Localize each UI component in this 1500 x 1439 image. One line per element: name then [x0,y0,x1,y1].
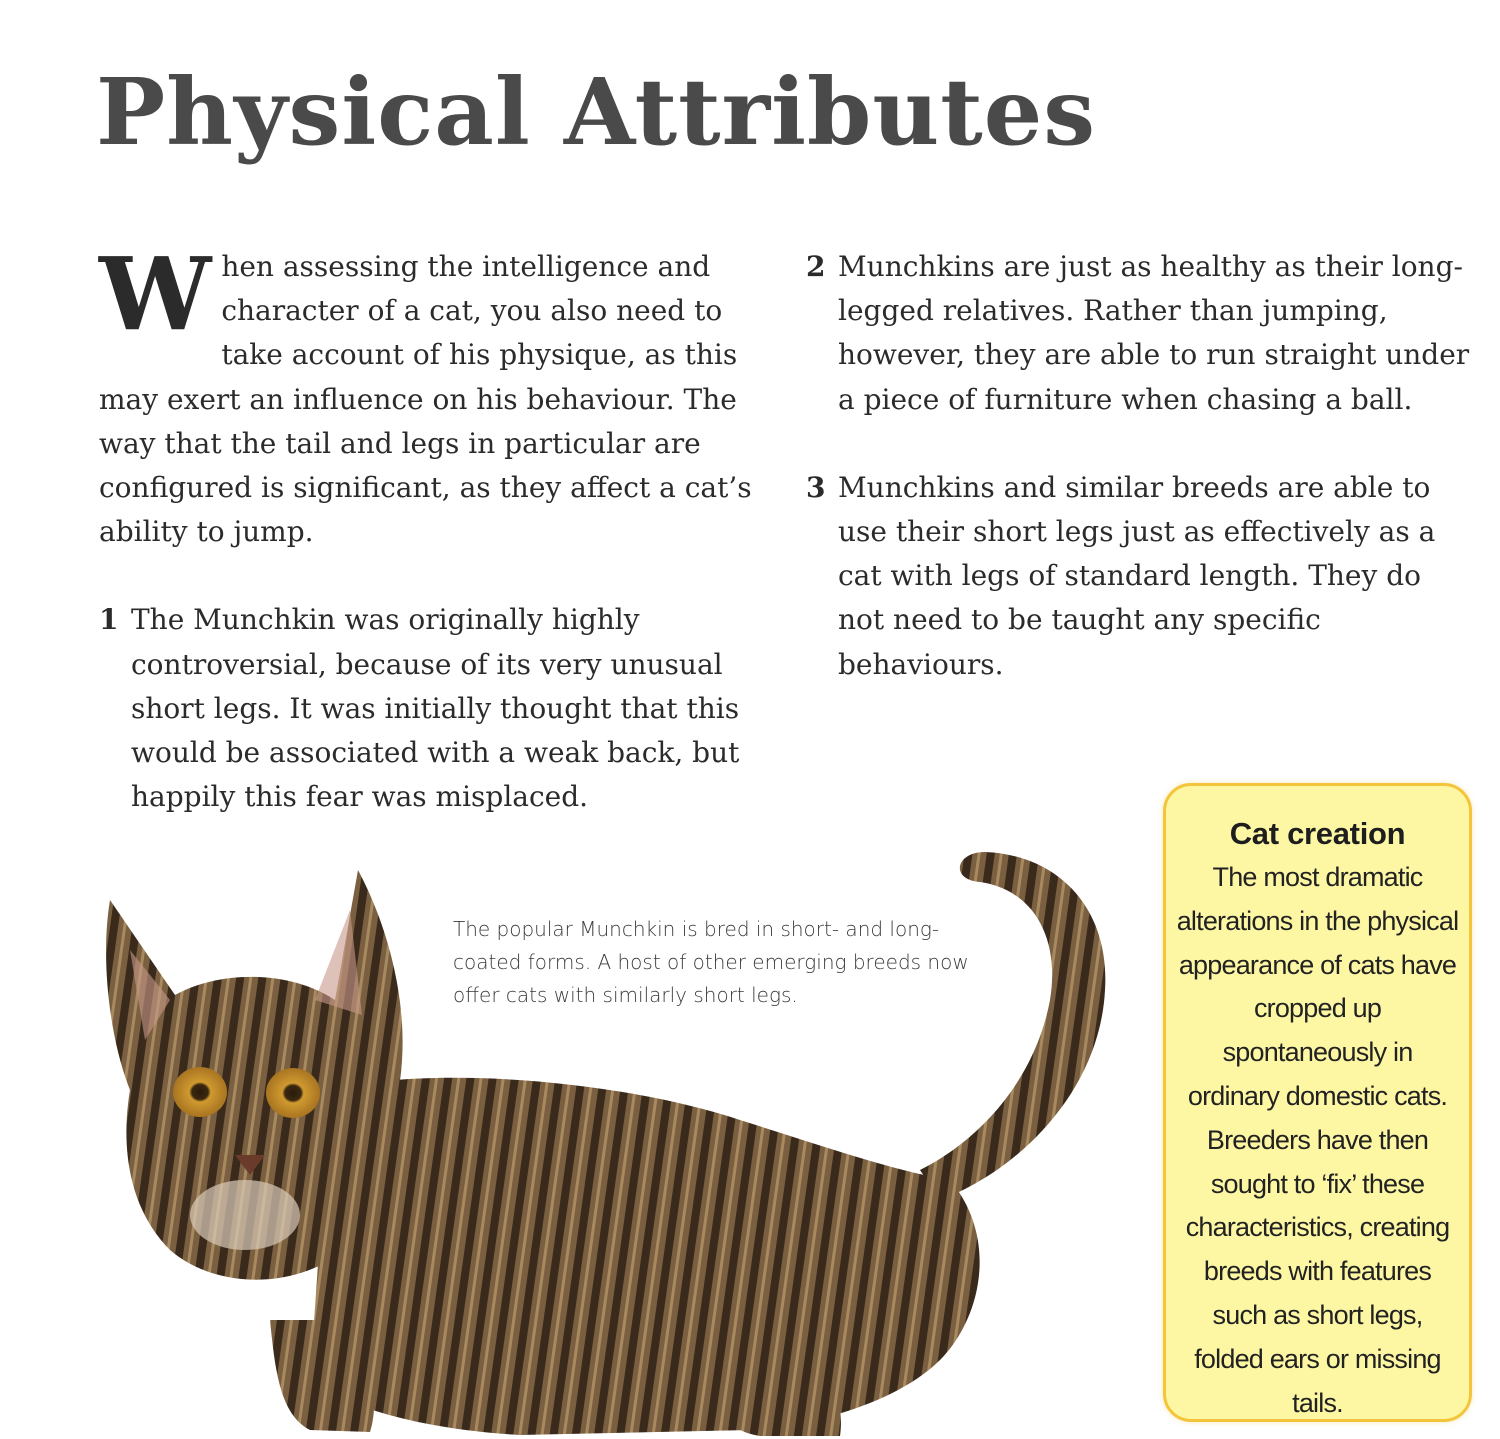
sidebar-heading: Cat creation [1229,816,1406,851]
point-3 [806,466,1476,687]
point-text: Munchkins and similar breeds are able to use their short legs just as effectively as a cat with legs of standard length. They do not need to be taught any specific behaviours. [838,470,1436,681]
point-number: 1 [99,603,119,637]
point-number: 3 [806,470,826,504]
cat-creation-sidebar [1163,783,1472,1422]
left-column [99,235,779,863]
right-column [806,245,1476,731]
point-2 [806,245,1476,422]
sidebar-text: The most dramatic alterations in the physical appearance of cats have cropped up spontaneously in ordinary domestic cats. Breeders have then sought to ‘fix’ these characteristics, creating breeds with features such as short legs, folded ears or missing tails. [1176,862,1459,1418]
point-number: 2 [806,250,826,283]
point-1 [99,598,779,819]
point-text: Munchkins are just as healthy as their long-legged relatives. Rather than jumping, however, they are able to run straight under a piece of furniture when chasing a ball. [838,250,1470,416]
drop-cap: W [99,235,212,353]
image-caption: The popular Munchkin is bred in short- and long-coated forms. A host of other emerging breeds now offer cats with similarly short legs. [453,917,969,1007]
point-text: The Munchkin was originally highly controversial, because of its very unusual short legs. It was initially thought that this would be associated with a weak back, but happily this fear was misplaced. [131,603,740,814]
page-title: Physical Attributes [96,58,1097,166]
intro-text: hen assessing the intelligence and character of a cat, you also need to take account of his physique, as this may exert an influence on his behaviour. The way that the tail and legs in particular are configured is significant, as they affect a cat’s ability to jump. [99,250,752,549]
intro-paragraph [99,235,779,554]
